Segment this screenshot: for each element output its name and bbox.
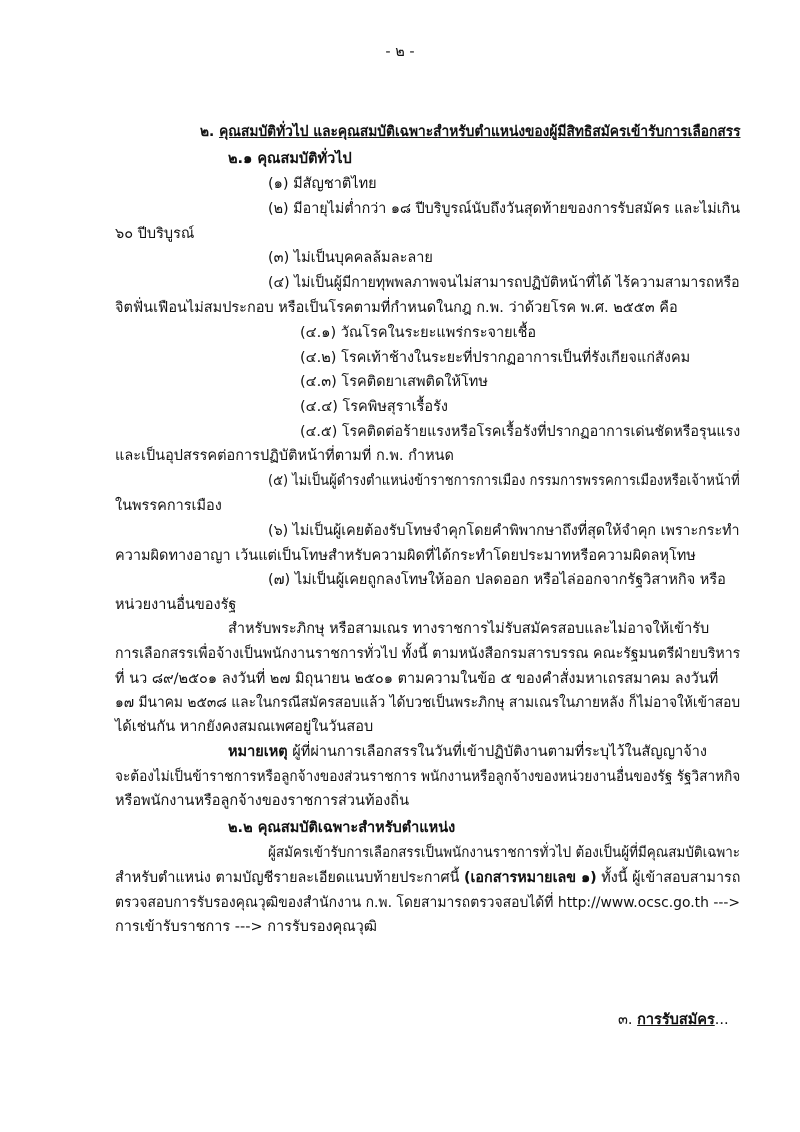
spec-text-c: ทั้งนี้ ผู้เข้าสอบสามารถ: [601, 870, 741, 886]
item-4-1: (๔.๑) วัณโรคในระยะแพร่กระจายเชื้อ: [300, 325, 537, 341]
item-4-5-line-1: (๔.๕) โรคติดต่อร้ายแรงหรือโรคเรื้อรังที่ปรากฏอาการเด่นชัดหรือรุนแรง: [300, 424, 741, 440]
note-text: ผู้ที่ผ่านการเลือกสรรในวันที่เข้าปฏิบัติงานตามที่ระบุไว้ในสัญญาจ้าง: [292, 744, 707, 760]
item-5-line-1: (๕) ไม่เป็นผู้ดำรงตำแหน่งข้าราชการการเมือง กรรมการพรรคการเมืองหรือเจ้าหน้าที่: [268, 473, 740, 489]
note-line-3: หรือพนักงานหรือลูกจ้างของราชการส่วนท้องถิ่น: [115, 793, 410, 809]
section-2-number: ๒.: [200, 124, 215, 140]
item-6-line-2: ความผิดทางอาญา เว้นแต่เป็นโทษสำหรับความผิดที่ได้กระทำโดยประมาทหรือความผิดลหุโทษ: [115, 548, 696, 564]
item-4-3: (๔.๓) โรคติดยาเสพติดให้โทษ: [300, 374, 488, 390]
item-2-line-2: ๖๐ ปีบริบูรณ์: [115, 226, 195, 242]
item-4-5-line-2: และเป็นอุปสรรคต่อการปฏิบัติหน้าที่ตามที่ ก.พ. กำหนด: [115, 448, 454, 464]
item-3: (๓) ไม่เป็นบุคคลล้มละลาย: [268, 250, 433, 266]
subsection-2-1-number: ๒.๑: [228, 151, 253, 167]
footer-next-heading: การรับสมัคร: [637, 1012, 715, 1028]
section-2-heading: [200, 120, 740, 144]
footer-ellipsis: ...: [714, 1012, 729, 1028]
footer-number: ๓.: [618, 1012, 633, 1028]
spec-paragraph-line-1: ผู้สมัครเข้ารับการเลือกสรรเป็นพนักงานราชการทั่วไป ต้องเป็นผู้ที่มีคุณสมบัติเฉพาะ: [268, 845, 740, 861]
note-label: หมายเหตุ: [228, 744, 288, 760]
subsection-2-2-number: ๒.๒: [228, 820, 253, 836]
subsection-2-2-title: คุณสมบัติเฉพาะสำหรับตำแหน่ง: [257, 820, 456, 836]
item-7-line-2: หน่วยงานอื่นของรัฐ: [115, 597, 237, 613]
subsection-2-2-heading: [228, 816, 455, 840]
spec-paragraph-line-2: [115, 866, 740, 890]
subsection-2-1-title: คุณสมบัติทั่วไป: [257, 151, 352, 167]
spec-paragraph-line-3: ตรวจสอบการรับรองคุณวุฒิของสำนักงาน ก.พ. โดยสามารถตรวจสอบได้ที่ http://www.ocsc.go.th --->: [115, 895, 741, 911]
item-4-line-1: (๔) ไม่เป็นผู้มีกายทุพพลภาพจนไม่สามารถปฏิบัติหน้าที่ได้ ไร้ความสามารถหรือ: [268, 275, 740, 291]
monk-paragraph-line-5: ได้เช่นกัน หากยังคงสมณเพศอยู่ในวันสอบ: [115, 719, 374, 735]
monk-paragraph-line-4: ๑๗ มีนาคม ๒๕๓๘ และในกรณีสมัครสอบแล้ว ได้บวชเป็นพระภิกษุ สามเณรในภายหลัง ก็ไม่อาจให้เข้าสอบ: [115, 695, 741, 711]
note-line-2: จะต้องไม่เป็นข้าราชการหรือลูกจ้างของส่วนราชการ พนักงานหรือลูกจ้างของหน่วยงานอื่นของรัฐ รัฐวิสาหกิจ: [115, 769, 741, 785]
subsection-2-1-heading: [228, 147, 352, 171]
attachment-reference: (เอกสารหมายเลข ๑): [463, 870, 597, 886]
section-2-title: คุณสมบัติทั่วไป และคุณสมบัติเฉพาะสำหรับตำแหน่งของผู้มีสิทธิสมัครเข้ารับการเลือกสรร: [219, 124, 741, 140]
monk-paragraph-line-2: การเลือกสรรเพื่อจ้างเป็นพนักงานราชการทั่วไป ทั้งนี้ ตามหนังสือกรมสารบรรณ คณะรัฐมนตรีฝ่ายบริหาร: [115, 646, 741, 662]
item-4-2: (๔.๒) โรคเท้าช้างในระยะที่ปรากฏอาการเป็นที่รังเกียจแก่สังคม: [300, 350, 691, 366]
item-5-line-2: ในพรรคการเมือง: [115, 498, 222, 514]
monk-paragraph-line-3: ที่ นว ๘๙/๒๕๐๑ ลงวันที่ ๒๗ มิถุนายน ๒๕๐๑ ตามความในข้อ ๕ ของคำสั่งมหาเถรสมาคม ลงวันที่: [115, 671, 719, 687]
spec-paragraph-line-4: การเข้ารับราชการ ---> การรับรองคุณวุฒิ: [115, 919, 377, 935]
spec-text-a: สำหรับตำแหน่ง ตามบัญชีรายละเอียดแนบท้ายประกาศนี้: [115, 870, 460, 886]
item-4-line-2: จิตฟั่นเฟือนไม่สมประกอบ หรือเป็นโรคตามที่กำหนดในกฎ ก.พ. ว่าด้วยโรค พ.ศ. ๒๕๕๓ คือ: [115, 300, 678, 316]
page-number: - ๒ -: [385, 44, 415, 60]
next-page-footer: [618, 1008, 729, 1032]
item-6-line-1: (๖) ไม่เป็นผู้เคยต้องรับโทษจำคุกโดยคำพิพากษาถึงที่สุดให้จำคุก เพราะกระทำ: [268, 523, 740, 539]
item-7-line-1: (๗) ไม่เป็นผู้เคยถูกลงโทษให้ออก ปลดออก หรือไล่ออกจากรัฐวิสาหกิจ หรือ: [268, 572, 726, 588]
note-line-1: [228, 740, 707, 764]
item-4-4: (๔.๔) โรคพิษสุราเรื้อรัง: [300, 399, 448, 415]
monk-paragraph-line-1: สำหรับพระภิกษุ หรือสามเณร ทางราชการไม่รับสมัครสอบและไม่อาจให้เข้ารับ: [228, 621, 710, 637]
item-1: (๑) มีสัญชาติไทย: [268, 176, 377, 192]
item-2-line-1: (๒) มีอายุไม่ต่ำกว่า ๑๘ ปีบริบูรณ์นับถึงวันสุดท้ายของการรับสมัคร และไม่เกิน: [268, 201, 741, 217]
